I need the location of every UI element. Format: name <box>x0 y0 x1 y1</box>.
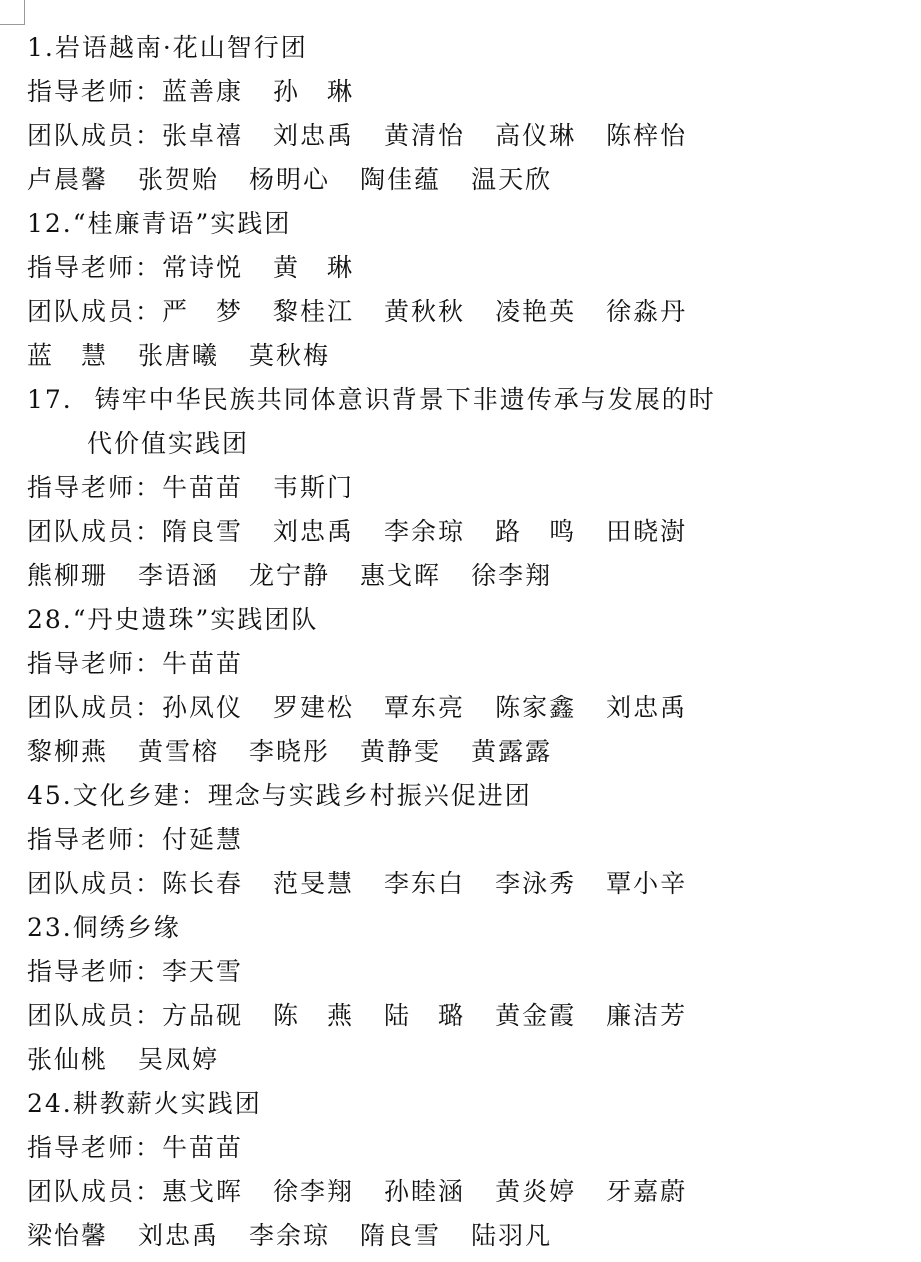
member-name: 李语涵 <box>138 561 220 590</box>
member-name: 黄静雯 <box>360 737 442 766</box>
advisor-name: 常诗悦 <box>162 253 244 282</box>
members-line-continued <box>27 334 887 378</box>
members-line-continued <box>27 730 887 774</box>
advisor-label: 指导老师： <box>27 1133 163 1162</box>
advisor-name: 牛苗苗 <box>162 473 244 502</box>
members-label: 团队成员： <box>27 517 163 546</box>
advisor-name: 牛苗苗 <box>162 1133 244 1162</box>
advisor-label: 指导老师： <box>27 649 163 678</box>
member-names <box>162 693 717 722</box>
team-number: 28. <box>27 605 73 634</box>
members-line-continued <box>27 1038 887 1082</box>
member-name: 方品砚 <box>162 1001 244 1030</box>
member-name: 隋良雪 <box>360 1221 442 1250</box>
member-name: 隋良雪 <box>162 517 244 546</box>
document-body <box>27 26 887 1258</box>
advisor-line <box>27 70 887 114</box>
team-number: 17. <box>27 385 73 414</box>
member-name: 张仙桃 <box>27 1045 109 1074</box>
team-title: “桂廉青语”实践团 <box>72 209 292 238</box>
advisor-name: 蓝善康 <box>162 77 244 106</box>
member-name: 李东白 <box>384 869 466 898</box>
advisor-names <box>162 957 273 986</box>
member-name: 杨明心 <box>249 165 331 194</box>
member-names <box>27 1221 582 1250</box>
member-name: 陈长春 <box>162 869 244 898</box>
advisor-name: 李天雪 <box>162 957 244 986</box>
advisor-line <box>27 466 887 510</box>
member-name: 黄雪榕 <box>138 737 220 766</box>
member-name: 覃小辛 <box>606 869 688 898</box>
member-name: 黎柳燕 <box>27 737 109 766</box>
member-name: 罗建松 <box>273 693 355 722</box>
members-line <box>27 114 887 158</box>
member-name: 凌艳英 <box>495 297 577 326</box>
member-name: 吴凤婷 <box>138 1045 220 1074</box>
advisor-name: 韦斯门 <box>273 473 355 502</box>
members-line <box>27 994 887 1038</box>
member-name: 范旻慧 <box>273 869 355 898</box>
team-title: 侗绣乡缘 <box>72 913 181 942</box>
team-number: 24. <box>27 1089 73 1118</box>
member-name: 莫秋梅 <box>249 341 331 370</box>
advisor-names <box>162 253 384 282</box>
members-line <box>27 862 887 906</box>
member-name: 卢晨馨 <box>27 165 109 194</box>
page-corner-mark <box>0 0 25 25</box>
member-name: 蓝 慧 <box>27 341 109 370</box>
member-name: 龙宁静 <box>249 561 331 590</box>
advisor-line <box>27 246 887 290</box>
members-line-continued <box>27 158 887 202</box>
member-name: 高仪琳 <box>495 121 577 150</box>
member-names <box>162 869 717 898</box>
team-title-line <box>27 1082 887 1126</box>
advisor-name: 孙 琳 <box>273 77 355 106</box>
member-name: 李余琼 <box>249 1221 331 1250</box>
member-name: 黄金霞 <box>495 1001 577 1030</box>
team-title-continuation: 代价值实践团 <box>87 429 250 458</box>
member-names <box>27 561 582 590</box>
member-name: 陆羽凡 <box>471 1221 553 1250</box>
members-line <box>27 1170 887 1214</box>
member-names <box>162 1177 717 1206</box>
members-label: 团队成员： <box>27 297 163 326</box>
member-name: 田晓澍 <box>606 517 688 546</box>
advisor-line <box>27 950 887 994</box>
member-name: 陈家鑫 <box>495 693 577 722</box>
advisor-names <box>162 649 273 678</box>
member-name: 黎桂江 <box>273 297 355 326</box>
member-name: 陆 璐 <box>384 1001 466 1030</box>
team-title: “丹史遗珠”实践团队 <box>72 605 319 634</box>
member-name: 惠戈晖 <box>162 1177 244 1206</box>
members-label: 团队成员： <box>27 869 163 898</box>
member-name: 刘忠禹 <box>273 121 355 150</box>
advisor-names <box>162 825 273 854</box>
member-name: 刘忠禹 <box>606 693 688 722</box>
members-label: 团队成员： <box>27 1001 163 1030</box>
team-title-line <box>27 906 887 950</box>
member-name: 张卓禧 <box>162 121 244 150</box>
advisor-name: 付延慧 <box>162 825 244 854</box>
member-names <box>162 297 717 326</box>
member-names <box>27 737 582 766</box>
advisor-name: 黄 琳 <box>273 253 355 282</box>
member-names <box>27 341 360 370</box>
member-name: 孙睦涵 <box>384 1177 466 1206</box>
member-names <box>27 1045 249 1074</box>
advisor-names <box>162 1133 273 1162</box>
advisor-line <box>27 642 887 686</box>
member-name: 黄炎婷 <box>495 1177 577 1206</box>
members-line <box>27 686 887 730</box>
members-line <box>27 510 887 554</box>
team-number: 23. <box>27 913 73 942</box>
member-name: 黄秋秋 <box>384 297 466 326</box>
advisor-label: 指导老师： <box>27 825 163 854</box>
member-name: 徐李翔 <box>471 561 553 590</box>
advisor-label: 指导老师： <box>27 957 163 986</box>
members-line-continued <box>27 1214 887 1258</box>
member-names <box>162 517 717 546</box>
member-name: 熊柳珊 <box>27 561 109 590</box>
member-name: 陈梓怡 <box>606 121 688 150</box>
member-name: 梁怡馨 <box>27 1221 109 1250</box>
member-name: 路 鸣 <box>495 517 577 546</box>
advisor-name: 牛苗苗 <box>162 649 244 678</box>
member-name: 黄清怡 <box>384 121 466 150</box>
advisor-names <box>162 473 384 502</box>
member-name: 李泳秀 <box>495 869 577 898</box>
team-number: 1. <box>27 33 55 62</box>
member-name: 徐淼丹 <box>606 297 688 326</box>
member-name: 严 梦 <box>162 297 244 326</box>
team-title-line <box>27 598 887 642</box>
member-name: 李余琼 <box>384 517 466 546</box>
member-name: 黄露露 <box>471 737 553 766</box>
members-label: 团队成员： <box>27 693 163 722</box>
team-title: 岩语越南·花山智行团 <box>54 33 308 62</box>
member-name: 覃东亮 <box>384 693 466 722</box>
member-names <box>27 165 582 194</box>
advisor-line <box>27 1126 887 1170</box>
advisor-label: 指导老师： <box>27 77 163 106</box>
team-title: 铸牢中华民族共同体意识背景下非遗传承与发展的时 <box>94 385 716 414</box>
member-names <box>162 1001 717 1030</box>
team-title-line <box>27 774 887 818</box>
member-name: 陈 燕 <box>273 1001 355 1030</box>
members-line <box>27 290 887 334</box>
member-name: 温天欣 <box>471 165 553 194</box>
team-title-line <box>27 202 887 246</box>
team-number: 12. <box>27 209 73 238</box>
member-name: 廉洁芳 <box>606 1001 688 1030</box>
advisor-label: 指导老师： <box>27 473 163 502</box>
advisor-names <box>162 77 384 106</box>
team-title-line <box>27 378 887 422</box>
team-title-line <box>27 26 887 70</box>
member-name: 张唐曦 <box>138 341 220 370</box>
member-name: 张贺贻 <box>138 165 220 194</box>
advisor-line <box>27 818 887 862</box>
team-number: 45. <box>27 781 73 810</box>
member-name: 惠戈晖 <box>360 561 442 590</box>
members-label: 团队成员： <box>27 1177 163 1206</box>
member-name: 孙凤仪 <box>162 693 244 722</box>
member-name: 刘忠禹 <box>273 517 355 546</box>
member-name: 刘忠禹 <box>138 1221 220 1250</box>
member-name: 李晓彤 <box>249 737 331 766</box>
member-name: 牙嘉蔚 <box>606 1177 688 1206</box>
team-title: 文化乡建：理念与实践乡村振兴促进团 <box>72 781 532 810</box>
advisor-label: 指导老师： <box>27 253 163 282</box>
members-label: 团队成员： <box>27 121 163 150</box>
team-title: 耕教薪火实践团 <box>72 1089 262 1118</box>
member-names <box>162 121 717 150</box>
members-line-continued <box>27 554 887 598</box>
member-name: 陶佳蕴 <box>360 165 442 194</box>
member-name: 徐李翔 <box>273 1177 355 1206</box>
